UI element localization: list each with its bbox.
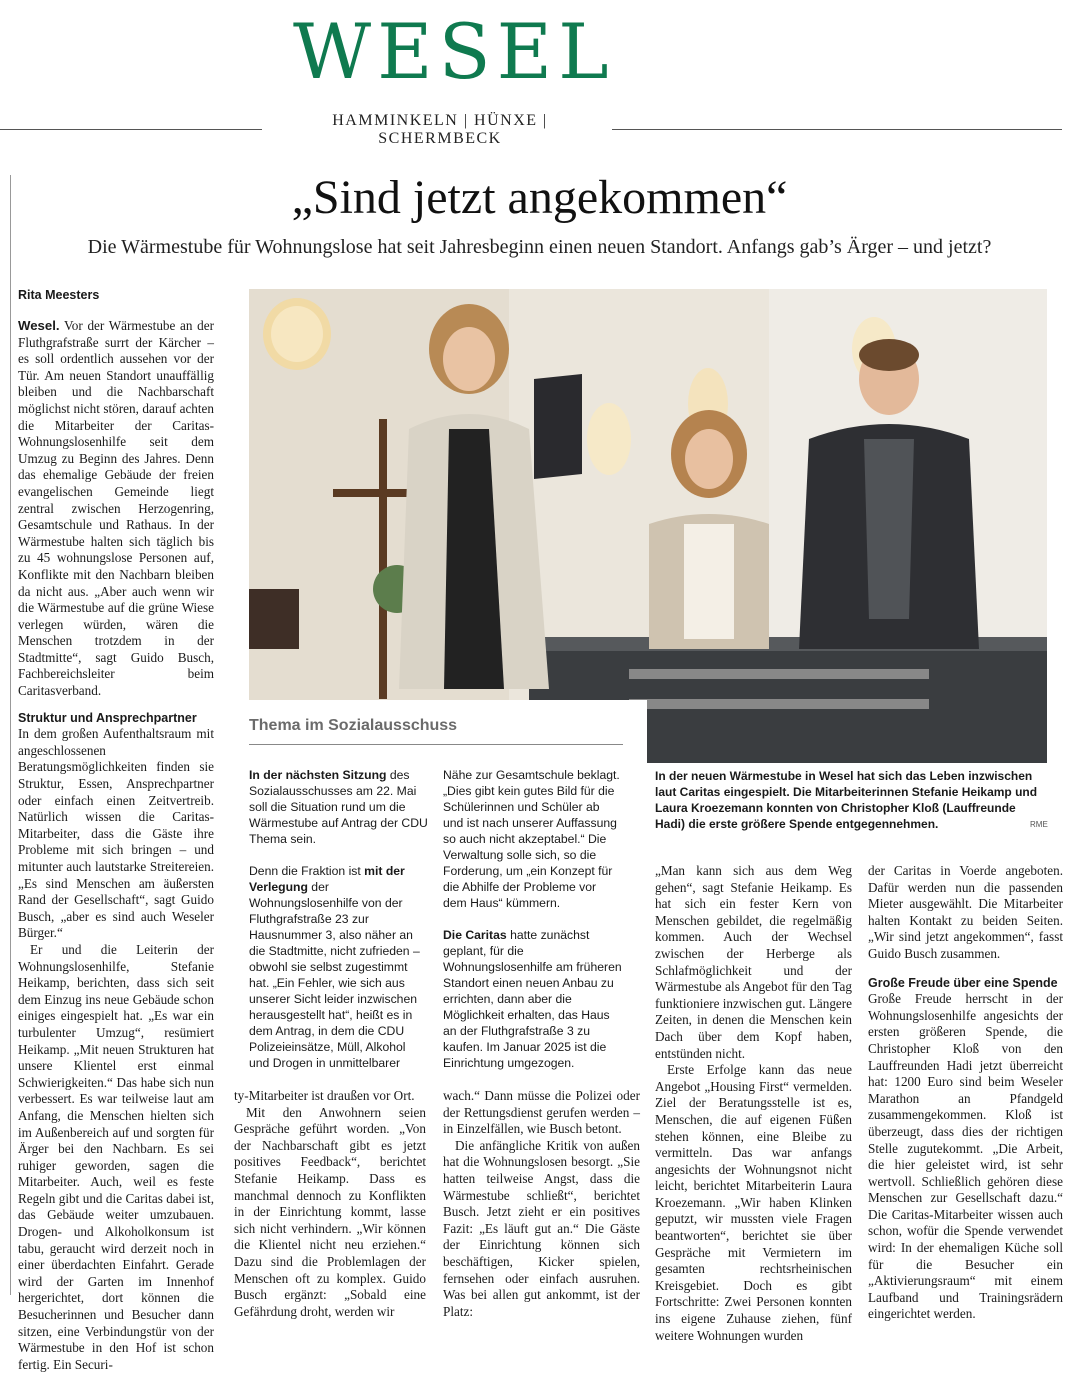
column-divider — [10, 175, 11, 1295]
subheading: Struktur und Ansprechpartner — [18, 710, 197, 725]
sidebar-rule — [249, 744, 623, 745]
paragraph: „Man kann sich aus dem Weg gehen“, sagt Stefanie Heikamp. Es hat sich ein fester Kern von Menschen gebildet, die regelmäßig kommen. Auch der Wechsel zwischen der Herberge als Schlafmöglichkeit und der Wärmestube als Angebot für den Tag funktioniere inzwischen gut. Längere Zeiten, in denen die Menschen kein Dach über dem Kopf haben, entstünden nicht. — [655, 863, 853, 1061]
article-column-5 — [868, 863, 1063, 1323]
sidebar-lead: In der nächsten Sitzung — [249, 768, 387, 782]
paragraph: In dem großen Aufenthaltsraum mit angeschlossenen Beratungsmöglichkeiten finden sie Struktur, Essen, Ansprechpartner oder einfach einen Zeitvertreib. Natürlich wissen die Caritas-Mitarbeiter, dass die Gäste ihre Probleme mit sich bringen – und mitunter auch lautstarke Streitereien. „Es sind Menschen am äußersten Rand der Gesellschaft“, sagt Guido Busch, „aber es sind auch Weseler Bürger.“ — [18, 726, 214, 941]
sidebar-column-1 — [249, 767, 429, 1071]
dateline: Wesel. — [18, 318, 60, 333]
sidebar-bold: mit der Verlegung — [249, 864, 405, 894]
masthead — [0, 7, 1079, 147]
paragraph: Mit den Anwohnern seien Gespräche geführt worden. „Von der Nachbarschaft gibt es jetzt positives Feedback“, berichtet Stefanie Heikamp. Dass es manchmal dennoch zu Konflikten in der Einrichtung kommt, lasse sich nicht verhindern. „Wir können die Klientel nicht neu erziehen.“ Dazu sind die Problemlagen der Menschen oft zu komplex. Guido Busch ergänzt: „Sobald eine Gefährdung droht, werden wir — [234, 1104, 426, 1319]
deck: Die Wärmestube für Wohnungslose hat seit Jahresbeginn einen neuen Standort. Anfangs gab’s Ärger – und jetzt? — [87, 236, 992, 258]
photo-illustration — [249, 289, 1047, 763]
paragraph: Erste Erfolge kann das neue Angebot „Housing First“ vermelden. Ziel der Beratungsstelle ist es, Menschen, die auf eigenen Füßen stehen können, eine Bleibe zu vermitteln. Das war anfangs angesichts der Wohnungsnot nicht leicht, berichtet Mitarbeiterin Laura Kroezemann. „Wir haben Klinken geputzt, wir mussten viele Fragen beantworten“, berichtet sie über Gespräche mit Vermietern im gesamten rechtsrheinischen Kreisgebiet. Doch es gibt Fortschritte: Zwei Personen konnten ins eigene Zuhause ziehen, fünf weitere Wohnungen wurden — [655, 1062, 852, 1343]
sidebar-column-2 — [443, 767, 623, 1071]
subheading: Große Freude über eine Spende — [868, 975, 1058, 990]
photo-credit: RME — [1030, 820, 1048, 829]
photo-caption: In der neuen Wärmestube in Wesel hat sich das Leben inzwischen laut Caritas eingespielt. Die Mitarbeiterinnen Stefanie Heikamp und Laura Kroezemann konnten von Christopher Kloß (Lauffreunde Hadi) die erste größere Spende entgegennehmen. — [655, 769, 1038, 831]
article-column-2 — [234, 1088, 426, 1320]
article-column-1 — [18, 318, 214, 1373]
paragraph: wach.“ Dann müsse die Polizei oder der Rettungsdienst gerufen werden – in Einzelfällen, wie Busch betont. — [443, 1088, 640, 1137]
sidebar-text: der Wohnungslosenhilfe von der Fluthgrafstraße 23 zur Hausnummer 3, also näher an die Stadtmitte, nicht zufrieden – obwohl sie selbst zugestimmt hat. „Ein Fehler, wie sich aus unserer Sicht leider inzwischen herausgestellt hat“, heißt es in dem Antrag, in dem die CDU Polizeieinsätze, Müll, Alkohol und Drogen in unmittelbarer — [249, 880, 420, 1070]
sidebar-text: Nähe zur Gesamtschule beklagt. „Dies gibt kein gutes Bild für die Schülerinnen und Schüler ab und ist nach unserer Auffassung so auch nicht akzeptabel.“ Die Verwaltung solle sich, so die Forderung, um „ein Konzept für die Abhilfe der Probleme vor dem Haus“ kümmern. — [443, 768, 620, 910]
sidebar-text: des Sozialausschusses am 22. Mai soll die Situation rund um die Wärmestube auf Antrag der CDU Thema sein. — [249, 768, 428, 846]
paragraph: ty-Mitarbeiter ist draußen vor Ort. — [234, 1088, 415, 1103]
article-column-3 — [443, 1088, 640, 1320]
masthead-title: WESEL — [293, 7, 615, 96]
paragraph: Die anfängliche Kritik von außen hat die Wohnungslosen besorgt. „Sie hatten teilweise Angst, dass die Wärmestube schließt“, berichtet Busch. Jetzt zieht er ein positives Fazit: „Es läuft gut an.“ Die Gäste der Einrichtung können sich beschäftigen, Kicker spielen, fernsehen oder einfach ausruhen. Was bei allen gut ankommt, ist der Platz: — [443, 1137, 640, 1319]
paragraph: Große Freude herrscht in der Wohnungslosenhilfe angesichts der ersten größeren Spende, die Christopher Kloß von den Lauffreunden Hadi jetzt überreicht hat: 1200 Euro sind beim Weseler Marathon an Pfandgeld zusammengekommen. Kloß ist überzeugt, dass dies der richtigen Stelle zugutekommt. „Die Arbeit, die hier geleistet wird, ist sehr wertvoll. Schließlich gehören diese Menschen zur Gesellschaft dazu.“ Die Caritas-Mitarbeiter wissen auch schon, wofür die Spende verwendet wird: In der ehemaligen Küche soll für die Besucher ein „Aktivierungsraum“ mit einem Laufband und Trainingsrädern eingerichtet werden. — [868, 991, 1063, 1322]
sidebar-text: hatte zunächst geplant, für die Wohnungslosenhilfe am früheren Standort einen neuen Anbau zu errichten, dann aber die Möglichkeit erhalten, das Haus an der Fluthgrafstraße 3 zu kaufen. Im Januar 2025 ist die Einrichtung umgezogen. — [443, 928, 622, 1070]
sidebar-text: Denn die Fraktion ist — [249, 864, 365, 878]
sidebar-title: Thema im Sozialausschuss — [249, 717, 458, 734]
sidebar-lead: Die Caritas — [443, 928, 507, 942]
paragraph: Er und die Leiterin der Wohnungslosenhilfe, Stefanie Heikamp, berichten, dass sich seit dem Einzug ins neue Gebäude schon einiges eingespielt hat. „Es war ein turbulenter Umzug“, resümiert Heikamp. „Mit neuen Strukturen hat unsere Klientel erst einmal Schwierigkeiten.“ Das habe sich nun verbessert. Es war teilweise laut am Anfang, die Menschen hielten sich im Außenbereich auf und sorgten für Ärger bei den Nachbarn. Es sei ruhiger geworden, sagen die Mitarbeiter. Auch, weil es feste Regeln gibt und die Caritas dabei ist, das Gebäude weiter umzubauen. Drogen- und Alkoholkonsum ist tabu, geraucht wird derzeit noch in einer überdachten Einfahrt. Gerade wird der Garten im Innenhof hergerichtet, dort können die Besucherinnen und Besucher dann sitzen, eine Verbindungstür von der Wärmestube in den Hof ist schon fertig. Ein Securi- — [18, 941, 214, 1372]
masthead-rule-right — [612, 129, 1062, 130]
headline: „Sind jetzt angekommen“ — [291, 171, 788, 224]
masthead-rule-left — [0, 129, 262, 130]
article-photo — [249, 289, 1047, 763]
paragraph: der Caritas in Voerde angeboten. Dafür werden nun die passenden Mieter ausgewählt. Die Mitarbeiter halten Kontakt zu beiden Seiten. „Wir sind jetzt angekommen“, fasst Guido Busch zusammen. — [868, 863, 1063, 961]
article-column-4 — [655, 863, 852, 1344]
author: Rita Meesters — [18, 288, 100, 302]
masthead-subtitle: HAMMINKELN | HÜNXE | SCHERMBECK — [332, 112, 548, 147]
sidebar-box — [249, 700, 647, 770]
paragraph: Vor der Wärmestube an der Fluthgrafstraße surrt der Kärcher – es soll ordentlich aussehen vor der Tür. Am neuen Standort unauffällig bleiben und die Nachbarschaft möglichst nicht stören, darauf achten die Mitarbeiter der Caritas-Wohnungslosenhilfe seit dem Umzug zu Beginn des Jahres. Denn das ehemalige Gebäude der freien evangelischen Gemeinde liegt zentral zwischen Herzogenring, Gesamtschule und Rathaus. In der Wärmestube halten sich täglich bis zu 45 wohnungslose Personen auf, Konflikte mit den Nachbarn bleiben da nicht aus. „Aber auch wenn wir die Wärmestube auf die grüne Wiese verlegen würden, wären die Menschen trotzdem in der Stadtmitte“, sagt Guido Busch, Fachbereichsleiter beim Caritasverband. — [18, 318, 214, 699]
